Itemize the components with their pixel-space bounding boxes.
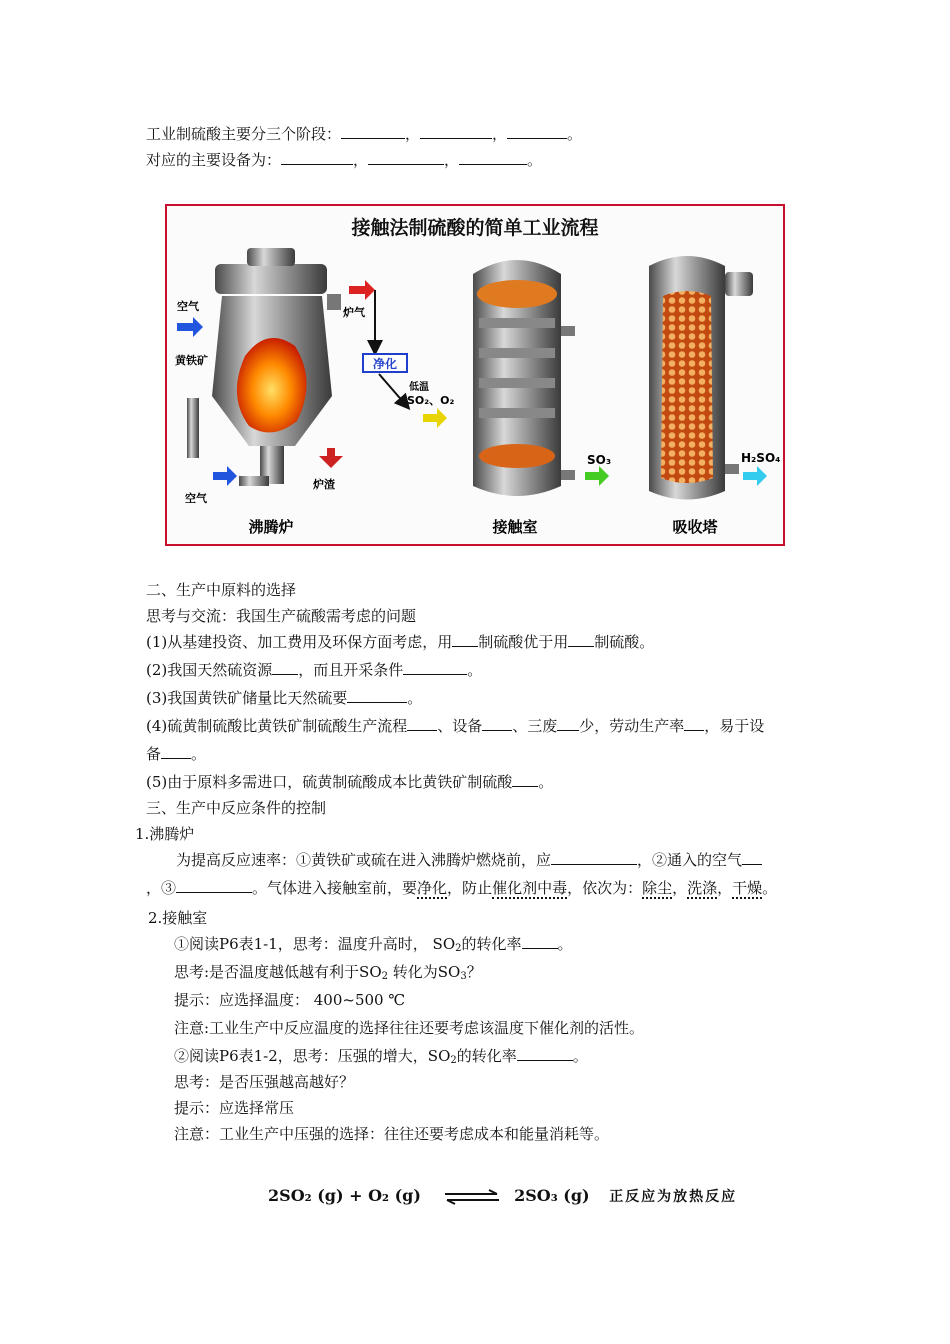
intro-equipment-text: 对应的主要设备为： bbox=[146, 151, 282, 169]
sep: ， bbox=[492, 125, 508, 143]
para-text: ， bbox=[717, 879, 733, 897]
blank[interactable] bbox=[452, 632, 478, 647]
q1-text: (1)从基建投资、加工费用及环保方面考虑，用 bbox=[146, 633, 453, 651]
reversible-arrow-icon bbox=[443, 1189, 503, 1205]
blank[interactable] bbox=[272, 660, 298, 675]
sep: ， bbox=[353, 151, 369, 169]
slag-arrow bbox=[319, 448, 343, 468]
para-text: ②阅读P6表1-2，思考：压强的增大，SO bbox=[174, 1047, 451, 1065]
label-air: 空气 bbox=[177, 300, 199, 313]
blank[interactable] bbox=[742, 850, 762, 865]
furnace-para-2 bbox=[146, 878, 777, 898]
h2so4-arrow bbox=[743, 466, 767, 486]
blank[interactable] bbox=[482, 716, 512, 731]
blank[interactable] bbox=[403, 660, 467, 675]
q5-text: (5)由于原料多需进口，硫黄制硫酸成本比黄铁矿制硫酸 bbox=[146, 773, 513, 791]
q1-text: 制硫酸优于用 bbox=[478, 633, 569, 651]
question-1 bbox=[146, 632, 654, 652]
section3-heading: 三、生产中反应条件的控制 bbox=[146, 799, 327, 817]
para-text: 的转化率 bbox=[456, 1047, 517, 1065]
emphasis-text: 干燥 bbox=[732, 879, 763, 897]
blank[interactable] bbox=[407, 716, 437, 731]
para-text: 为提高反应速率：①黄铁矿或硫在进入沸腾炉燃烧前，应 bbox=[176, 851, 552, 869]
blank[interactable] bbox=[281, 150, 353, 165]
q4-text: 备 bbox=[146, 745, 162, 763]
para-text: ， bbox=[672, 879, 688, 897]
contact-think-2: 思考：是否压强越高越好？ bbox=[174, 1073, 355, 1091]
q3-text: (3)我国黄铁矿储量比天然硫要 bbox=[146, 689, 348, 707]
question-5 bbox=[146, 772, 553, 792]
contact-note-1: 注意:工业生产中反应温度的选择往往还要考虑该温度下催化剂的活性。 bbox=[174, 1019, 645, 1037]
label-absorption-tower: 吸收塔 bbox=[672, 518, 718, 536]
q4-text: 少，劳动生产率 bbox=[579, 717, 685, 735]
emphasis-text: 洗涤 bbox=[687, 879, 718, 897]
emphasis-text: 净化 bbox=[417, 879, 448, 897]
para-text: ，③ bbox=[146, 879, 177, 897]
blank[interactable] bbox=[507, 124, 567, 139]
emphasis-text: 除尘 bbox=[642, 879, 673, 897]
contact-note-2: 注意：工业生产中压强的选择：往往还要考虑成本和能量消耗等。 bbox=[174, 1125, 610, 1143]
para-text: 。 bbox=[762, 879, 778, 897]
intro-equipment-line bbox=[146, 150, 542, 170]
absorption-tower bbox=[649, 256, 753, 500]
para-text: ？ bbox=[466, 963, 482, 981]
sep: ， bbox=[405, 125, 421, 143]
reaction-equation bbox=[268, 1186, 737, 1206]
question-2 bbox=[146, 660, 482, 680]
so2-arrow bbox=[423, 408, 447, 428]
para-text: ①阅读P6表1-1，思考：温度升高时， SO bbox=[174, 935, 456, 953]
q1-text: 制硫酸。 bbox=[594, 633, 655, 651]
equation-lhs: 2SO₂ (g) + O₂ (g) bbox=[268, 1186, 421, 1205]
para-text: 思考:是否温度越低越有利于SO bbox=[174, 963, 382, 981]
subheading-contact: 2.接触室 bbox=[148, 909, 208, 927]
blank[interactable] bbox=[568, 632, 594, 647]
para-text: ，防止 bbox=[447, 879, 493, 897]
para-text: 。 bbox=[572, 1047, 588, 1065]
q4-text: (4)硫黄制硫酸比黄铁矿制硫酸生产流程 bbox=[146, 717, 408, 735]
period: 。 bbox=[527, 151, 543, 169]
q4-text: 、设备 bbox=[437, 717, 483, 735]
air-inlet-arrow bbox=[213, 466, 237, 486]
blank[interactable] bbox=[522, 934, 558, 949]
contact-hint-2: 提示：应选择常压 bbox=[174, 1099, 295, 1117]
blank[interactable] bbox=[459, 150, 527, 165]
label-so2-o2: SO₂、O₂ bbox=[407, 394, 455, 407]
label-pyrite: 黄铁矿 bbox=[175, 354, 208, 367]
blank[interactable] bbox=[551, 850, 637, 865]
label-h2so4: H₂SO₄ bbox=[741, 451, 781, 465]
blank[interactable] bbox=[347, 688, 407, 703]
period: 。 bbox=[567, 125, 583, 143]
emphasis-text: 催化剂中毒 bbox=[492, 879, 568, 897]
equation-rhs: 2SO₃ (g) bbox=[514, 1186, 590, 1205]
para-text: 转化为SO bbox=[388, 963, 461, 981]
label-contact-chamber: 接触室 bbox=[492, 518, 538, 536]
contact-read-2: ②阅读P6表1-2，思考：压强的增大，$SO_2$的转化率 。 bbox=[174, 1047, 588, 1066]
boiling-furnace bbox=[187, 248, 341, 486]
section2-heading: 二、生产中原料的选择 bbox=[146, 581, 297, 599]
blank[interactable] bbox=[517, 1046, 573, 1061]
label-furnace-gas: 炉气 bbox=[343, 306, 365, 319]
label-air: 空气 bbox=[185, 492, 207, 505]
air-inlet-arrow bbox=[177, 317, 203, 337]
blank[interactable] bbox=[341, 124, 405, 139]
contact-think-1: 思考:是否温度越低越有利于$SO_2$ 转化为$SO_3$？ bbox=[174, 963, 482, 982]
blank[interactable] bbox=[684, 716, 704, 731]
contact-chamber bbox=[473, 260, 575, 496]
q5-text: 。 bbox=[538, 773, 554, 791]
question-4 bbox=[146, 716, 764, 736]
blank[interactable] bbox=[161, 744, 191, 759]
equation-note: 正反应为放热反应 bbox=[609, 1189, 738, 1205]
q4-text: ，易于设 bbox=[704, 717, 765, 735]
label-so3: SO₃ bbox=[587, 453, 612, 467]
furnace-para-1 bbox=[176, 850, 762, 870]
furnace-gas-arrow bbox=[349, 280, 375, 300]
blank[interactable] bbox=[368, 150, 444, 165]
label-low-temp: 低温 bbox=[409, 382, 429, 393]
q4-text: 、三废 bbox=[512, 717, 558, 735]
q2-text: ，而且开采条件 bbox=[298, 661, 404, 679]
para-text: ，依次为： bbox=[567, 879, 643, 897]
q2-text: (2)我国天然硫资源 bbox=[146, 661, 273, 679]
q4-text: 。 bbox=[191, 745, 207, 763]
contact-hint-1: 提示：应选择温度： 400~500 ℃ bbox=[174, 991, 406, 1009]
para-text: 。 bbox=[557, 935, 573, 953]
intro-stages-line bbox=[146, 124, 582, 144]
sep: ， bbox=[444, 151, 460, 169]
label-slag: 炉渣 bbox=[313, 478, 335, 491]
so3-arrow bbox=[585, 466, 609, 486]
blank[interactable] bbox=[420, 124, 492, 139]
para-text: 的转化率 bbox=[461, 935, 522, 953]
para-text: 。气体进入接触室前，要 bbox=[252, 879, 418, 897]
process-flow-illustration bbox=[167, 206, 783, 544]
figure-title: 接触法制硫酸的简单工业流程 bbox=[351, 217, 599, 239]
question-3 bbox=[146, 688, 422, 708]
section2-think: 思考与交流：我国生产硫酸需考虑的问题 bbox=[146, 607, 417, 625]
q2-text: 。 bbox=[467, 661, 483, 679]
label-purify: 净化 bbox=[372, 357, 398, 371]
blank[interactable] bbox=[557, 716, 579, 731]
contact-read-1: ①阅读P6表1-1，思考：温度升高时， $SO_2$的转化率 。 bbox=[174, 935, 573, 954]
label-furnace: 沸腾炉 bbox=[248, 518, 294, 536]
subheading-furnace: 1.沸腾炉 bbox=[135, 825, 195, 843]
q3-text: 。 bbox=[407, 689, 423, 707]
blank[interactable] bbox=[512, 772, 538, 787]
intro-stages-text: 工业制硫酸主要分三个阶段： bbox=[146, 125, 342, 143]
blank[interactable] bbox=[176, 878, 252, 893]
process-flow-figure bbox=[165, 204, 785, 546]
question-4-cont bbox=[146, 744, 206, 764]
para-text: ，②通入的空气 bbox=[637, 851, 743, 869]
